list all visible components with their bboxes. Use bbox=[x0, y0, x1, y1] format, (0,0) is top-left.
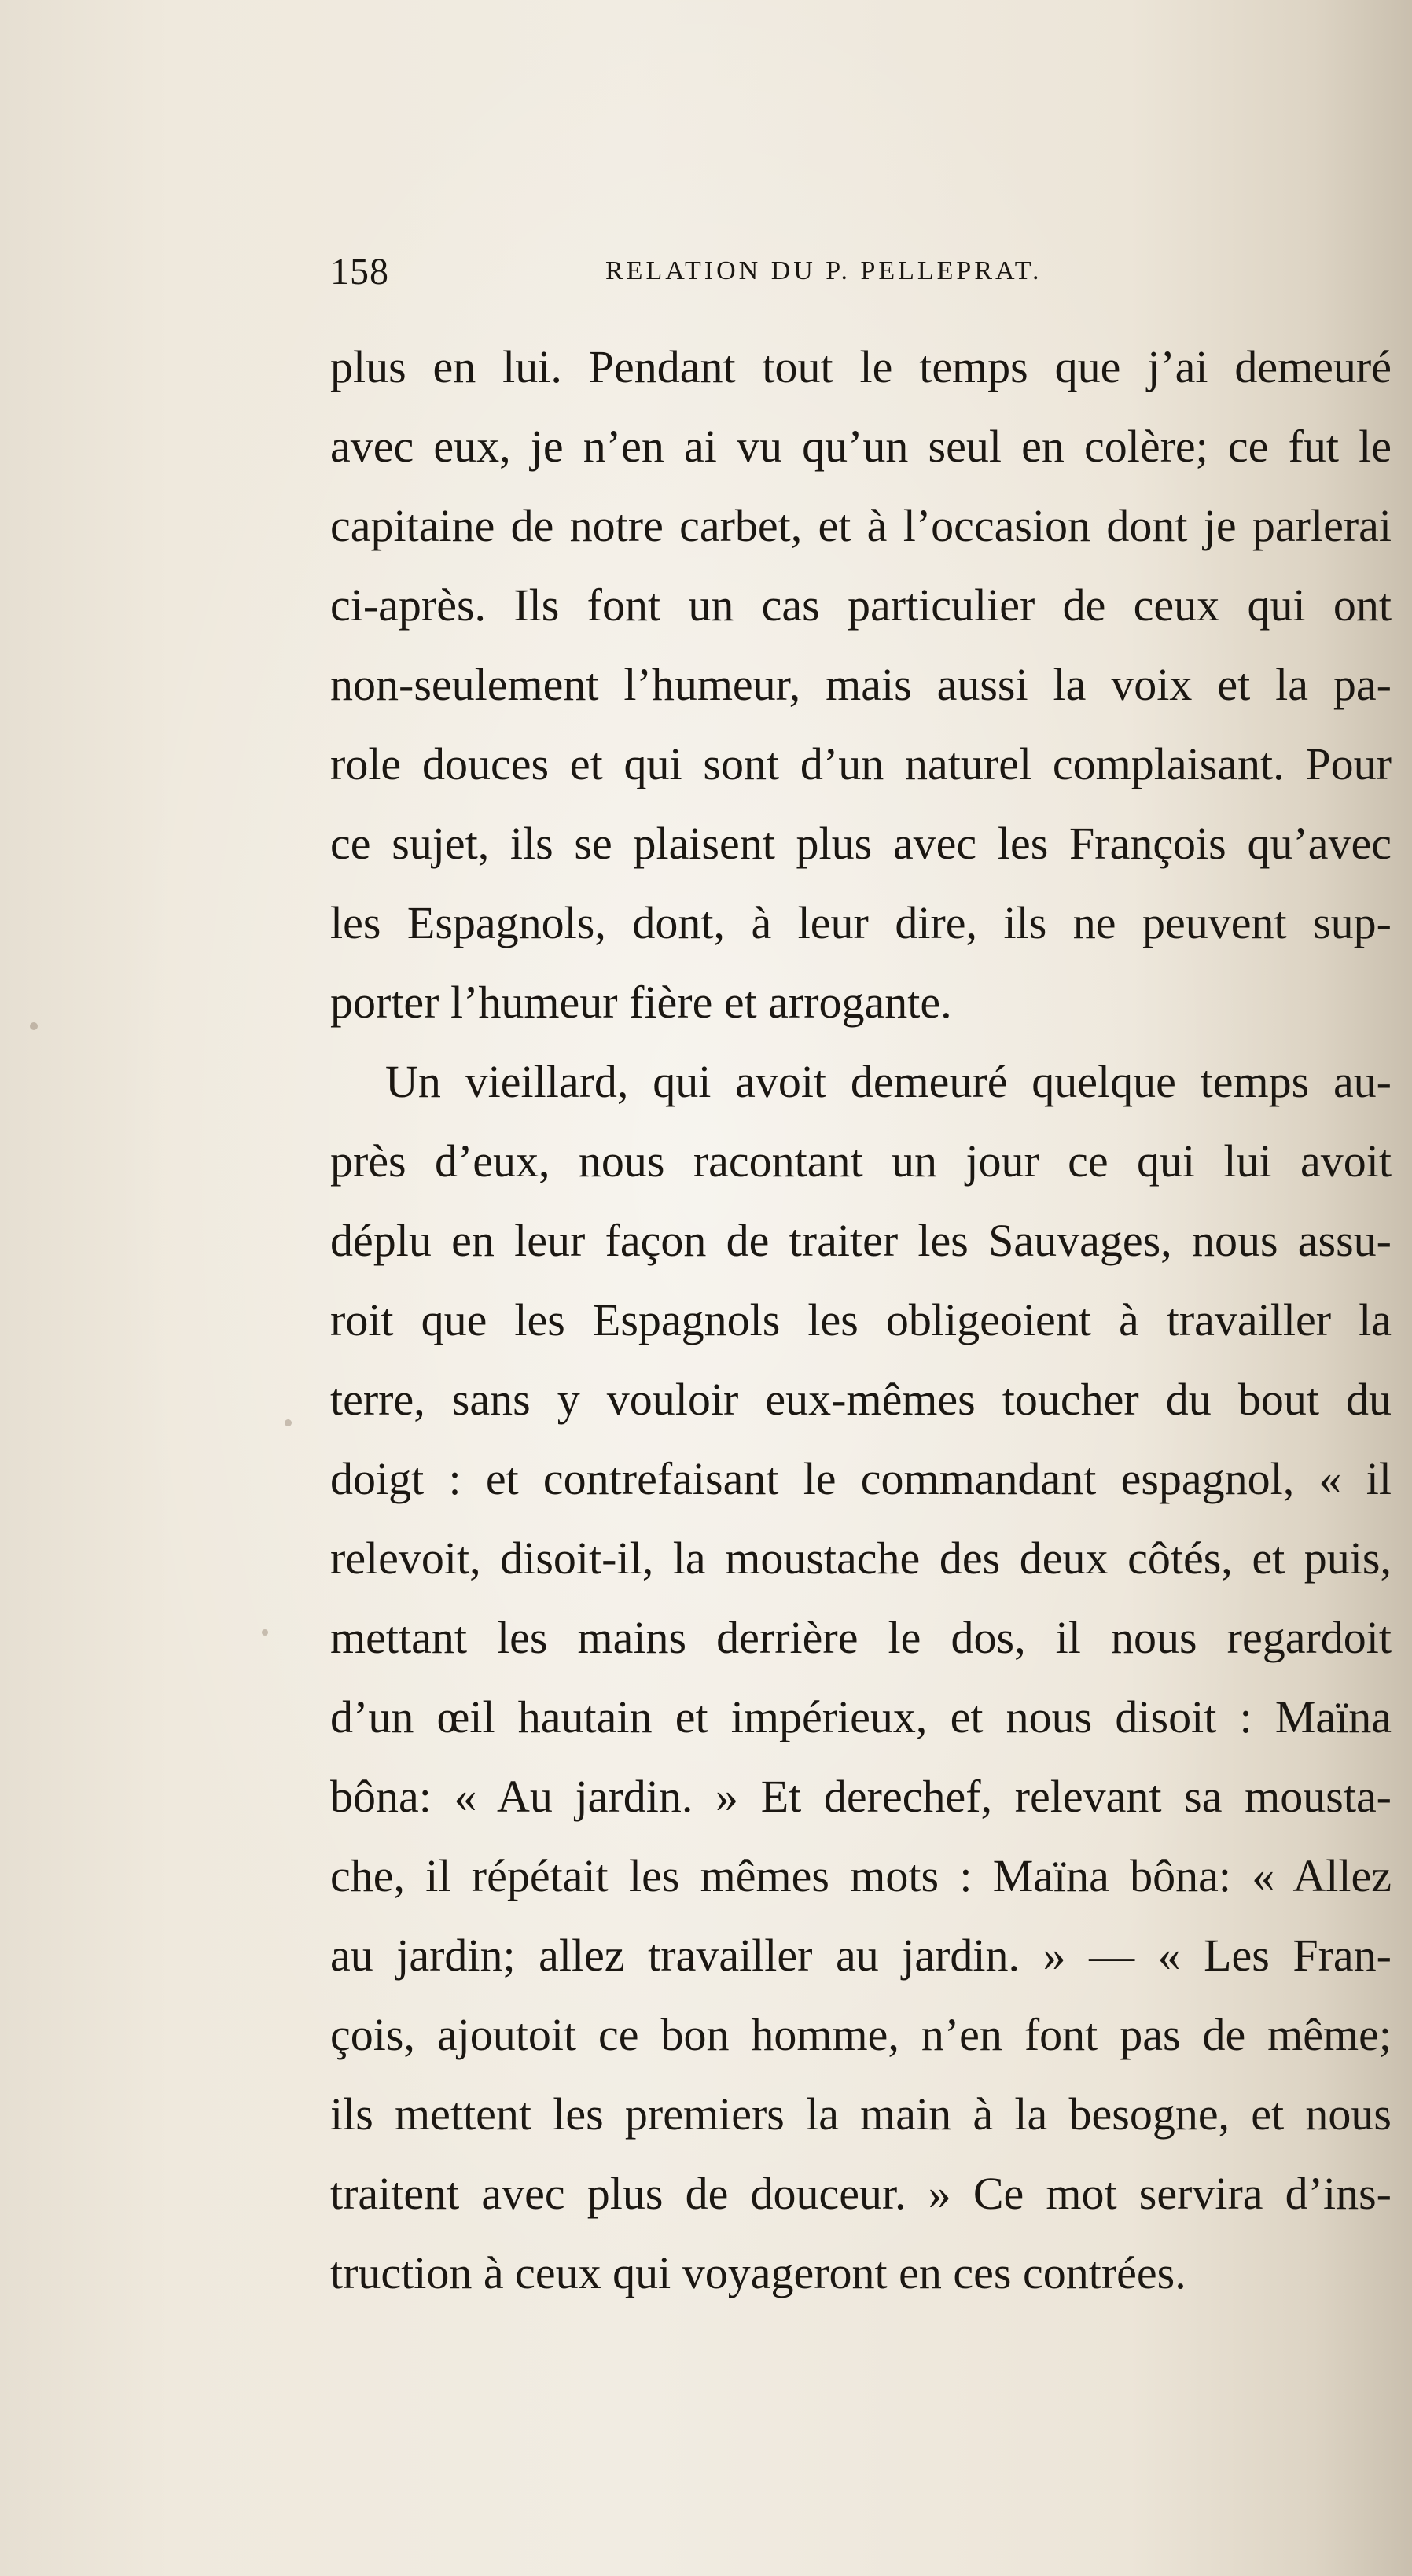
text-line: plus en lui. Pendant tout le temps que j’ai demeuré bbox=[330, 341, 1392, 392]
paper-spot bbox=[262, 1629, 268, 1636]
page-number: 158 bbox=[330, 251, 389, 293]
text-line: porter l’humeur fière et arrogante. bbox=[330, 977, 952, 1028]
text-line: role douces et qui sont d’un naturel complaisant. Pour bbox=[330, 738, 1392, 789]
text-line: mettant les mains derrière le dos, il nous regardoit bbox=[330, 1612, 1392, 1663]
text-line: traitent avec plus de douceur. » Ce mot servira d’ins- bbox=[330, 2168, 1392, 2219]
text-line: ce sujet, ils se plaisent plus avec les François qu’avec bbox=[330, 818, 1392, 869]
text-line: truction à ceux qui voyageront en ces contrées. bbox=[330, 2247, 1186, 2298]
text-line: che, il répétait les mêmes mots : Maïna bôna: « Allez bbox=[330, 1850, 1392, 1901]
text-line: ci-après. Ils font un cas particulier de ceux qui ont bbox=[330, 580, 1392, 631]
text-line: terre, sans y vouloir eux-mêmes toucher du bout du bbox=[330, 1374, 1392, 1425]
text-line: au jardin; allez travailler au jardin. » — « Les Fran- bbox=[330, 1930, 1392, 1981]
paper-spot bbox=[30, 1022, 38, 1030]
text-line: doigt : et contrefaisant le commandant espagnol, « il bbox=[330, 1453, 1392, 1504]
text-line: roit que les Espagnols les obligeoient à travailler la bbox=[330, 1294, 1392, 1345]
text-line: bôna: « Au jardin. » Et derechef, relevant sa mousta- bbox=[330, 1771, 1392, 1822]
text-line: ils mettent les premiers la main à la besogne, et nous bbox=[330, 2088, 1392, 2140]
text-line: déplu en leur façon de traiter les Sauvages, nous assu- bbox=[330, 1215, 1392, 1266]
body-text bbox=[330, 327, 1392, 2313]
page-header bbox=[330, 250, 1392, 297]
text-line: Un vieillard, qui avoit demeuré quelque temps au- bbox=[385, 1056, 1392, 1107]
text-line: non-seulement l’humeur, mais aussi la voix et la pa- bbox=[330, 659, 1392, 710]
text-line: capitaine de notre carbet, et à l’occasion dont je parlerai bbox=[330, 500, 1392, 551]
text-line: çois, ajoutoit ce bon homme, n’en font pas de même; bbox=[330, 2009, 1392, 2060]
text-line: les Espagnols, dont, à leur dire, ils ne peuvent sup- bbox=[330, 897, 1392, 948]
running-title: RELATION DU P. PELLEPRAT. bbox=[605, 256, 1042, 285]
text-line: d’un œil hautain et impérieux, et nous disoit : Maïna bbox=[330, 1691, 1392, 1742]
text-line: relevoit, disoit-il, la moustache des deux côtés, et puis, bbox=[330, 1533, 1392, 1584]
paper-spot bbox=[285, 1419, 292, 1426]
text-line: près d’eux, nous racontant un jour ce qui lui avoit bbox=[330, 1135, 1392, 1187]
text-line: avec eux, je n’en ai vu qu’un seul en colère; ce fut le bbox=[330, 421, 1392, 472]
